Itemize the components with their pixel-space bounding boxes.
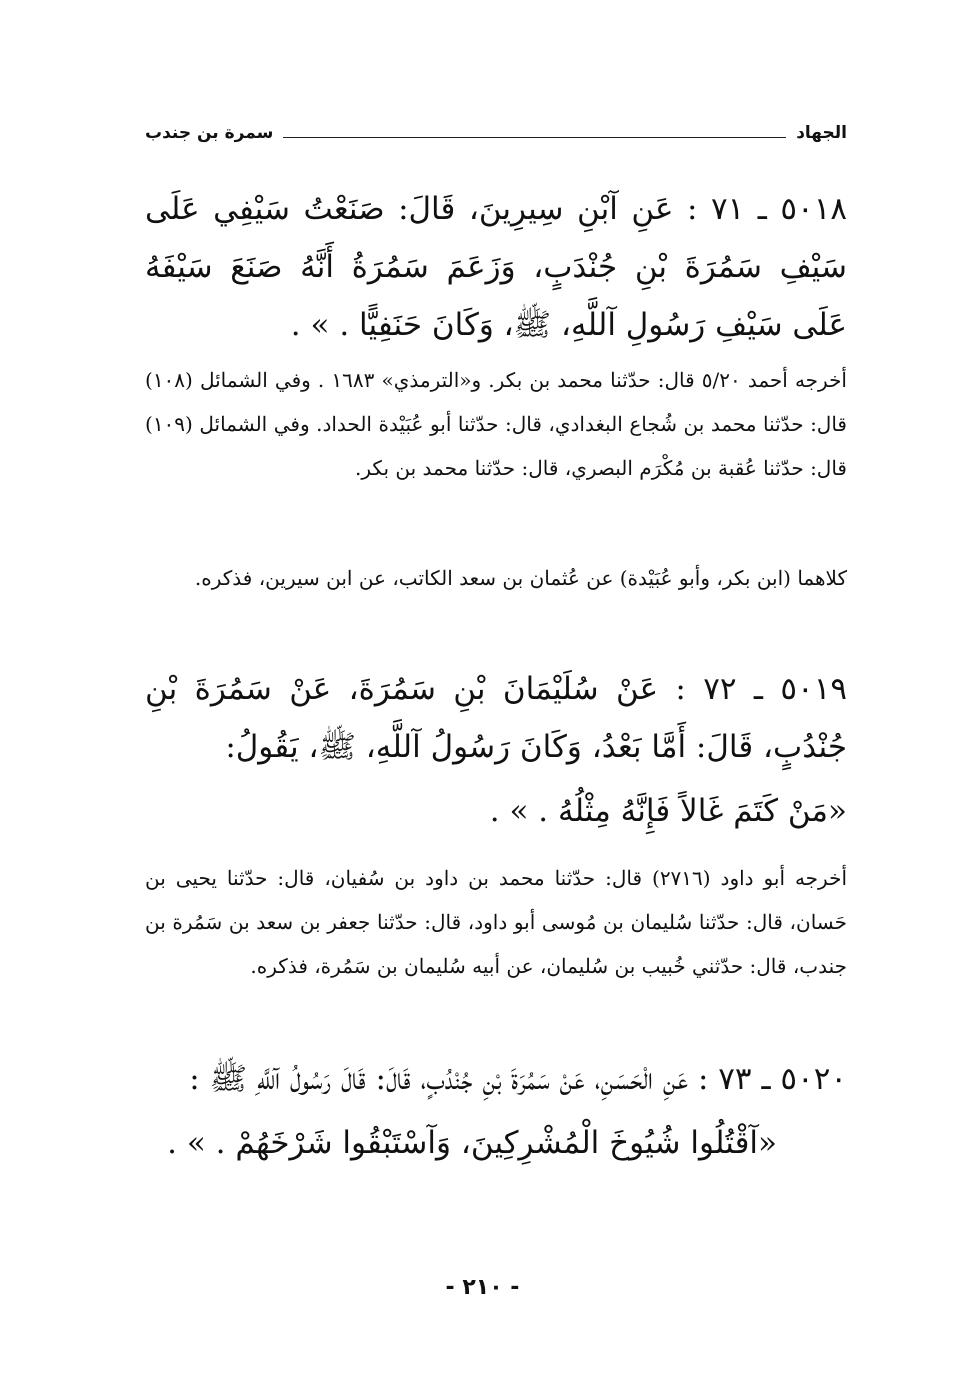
hadith-5020-text: ٥٠٢٠ ـ ٧٣ : عَنِ الْحَسَنِ، عَنْ سَمُرَةَ بْنِ جُنْدُبٍ، قَالَ: قَالَ رَسُولُ آللَّهِ ﷺ : xyxy=(189,1061,847,1097)
hadith-5020 xyxy=(145,1050,847,1172)
source-5018-summary-text: كلاهما (ابن بكر، وأبو عُبَيْدة) عن عُثمان بن سعد الكاتب، عن ابن سيرين، فذكره. xyxy=(194,566,847,590)
running-header xyxy=(145,118,847,148)
source-5018-summary xyxy=(145,556,847,600)
hadith-5020-quote: «آقْتُلُوا شُيُوخَ الْمُشْرِكِينَ، وَآسْتَبْقُوا شَرْخَهُمْ . » . xyxy=(167,1125,777,1161)
hadith-5019-text: ٥٠١٩ ـ ٧٢ : عَنْ سُلَيْمَانَ بْنِ سَمُرَةَ، عَنْ سَمُرَةَ بْنِ جُنْدُبٍ، قَالَ: أَمَّا بَعْدُ، وَكَانَ رَسُولُ آللَّهِ، ﷺ، يَقُولُ: xyxy=(145,671,847,765)
source-5018-text: أخرجه أحمد ٥/٢٠ قال: حدّثنا محمد بن بكر. و«الترمذي» ١٦٨٣ . وفي الشمائل (١٠٨) قال: حدّثنا محمد بن شُجاع البغدادي، قال: حدّثنا أبو عُبَيْدة الحداد. وفي الشمائل (١٠٩) قال: حدّثنا عُقبة بن مُكْرَم البصري، قال: حدّثنا محمد بن بكر. xyxy=(145,368,847,480)
source-5019-text: أخرجه أبو داود (٢٧١٦) قال: حدّثنا محمد بن داود بن سُفيان، قال: حدّثنا يحيى بن حَسان، قال: حدّثنا سُليمان بن مُوسى أبو داود، قال: حدّثنا جعفر بن سعد بن سَمُرة بن جندب، قال: حدّثني خُبيب بن سُليمان، عن أبيه سُليمان بن سَمُرة، فذكره. xyxy=(145,866,848,978)
hadith-5018 xyxy=(145,180,847,354)
hadith-5019 xyxy=(145,660,847,840)
header-rule xyxy=(283,137,786,138)
page-number: - ٢١٠ - xyxy=(445,1275,520,1300)
hadith-5019-quote: «مَنْ كَتَمَ غَالاً فَإِنَّهُ مِثْلُهُ . » . xyxy=(489,793,847,829)
source-5019 xyxy=(145,856,847,988)
header-chapter-title: الجهاد xyxy=(796,123,847,143)
hadith-5018-text: ٥٠١٨ ـ ٧١ : عَنِ آبْنِ سِيرِينَ، قَالَ: صَنَعْتُ سَيْفِي عَلَى سَيْفِ سَمُرَةَ بْنِ جُنْدَبٍ، وَزَعَمَ سَمُرَةُ أَنَّهُ صَنَعَ سَيْفَهُ عَلَى سَيْفِ رَسُولِ آللَّهِ، ﷺ، وَكَانَ حَنَفِيًّا . » . xyxy=(145,191,847,343)
header-section-title: سمرة بن جندب xyxy=(145,123,274,143)
source-5018 xyxy=(145,358,847,490)
